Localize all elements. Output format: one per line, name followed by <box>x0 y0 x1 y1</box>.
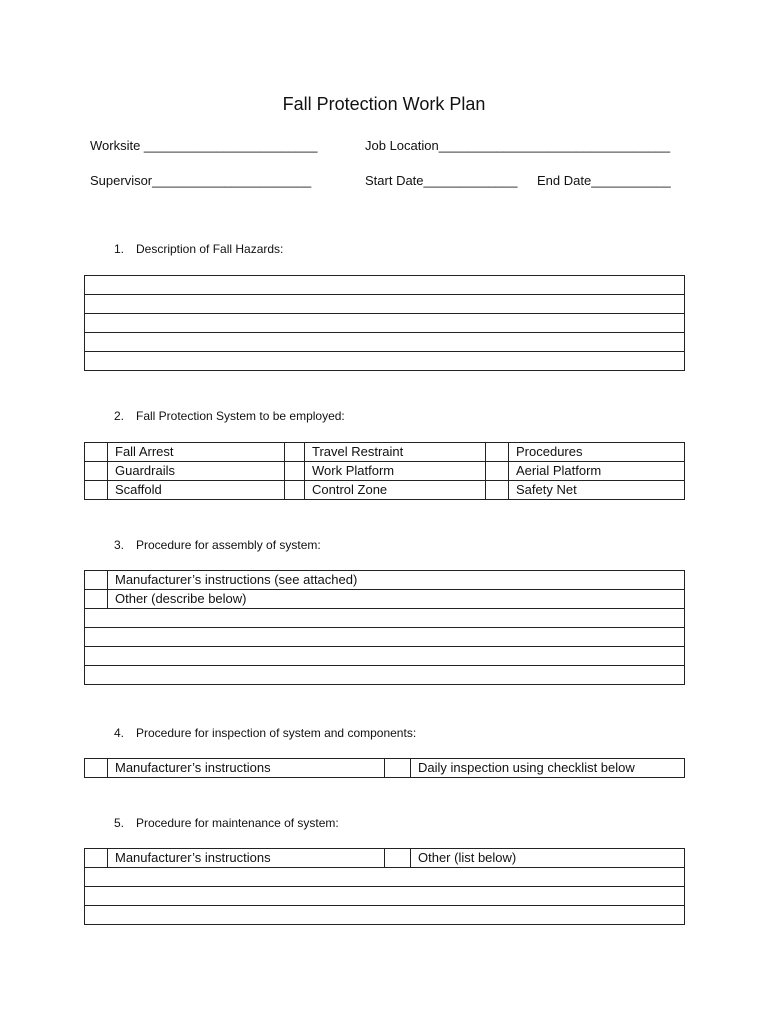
aerial-platform-label: Aerial Platform <box>509 462 685 481</box>
start-date-field[interactable]: Start Date_____________ <box>365 173 518 188</box>
section-label: Procedure for assembly of system: <box>136 538 321 552</box>
scaffold-checkbox[interactable] <box>85 481 108 500</box>
maintenance-line[interactable] <box>85 887 685 906</box>
section-label: Procedure for inspection of system and components: <box>136 726 417 740</box>
end-date-field[interactable]: End Date___________ <box>537 173 671 188</box>
section-label: Description of Fall Hazards: <box>136 242 284 256</box>
protection-system-table <box>84 442 685 500</box>
hazard-line[interactable] <box>85 295 685 314</box>
travel-restraint-checkbox[interactable] <box>285 443 305 462</box>
guardrails-checkbox[interactable] <box>85 462 108 481</box>
inspection-manufacturer-checkbox[interactable] <box>85 759 108 778</box>
assembly-line[interactable] <box>85 628 685 647</box>
procedures-label: Procedures <box>509 443 685 462</box>
control-zone-label: Control Zone <box>305 481 486 500</box>
section-label: Fall Protection System to be employed: <box>136 409 345 423</box>
section-3-heading <box>114 538 321 552</box>
page-title: Fall Protection Work Plan <box>282 94 486 114</box>
work-platform-label: Work Platform <box>305 462 486 481</box>
assembly-other-label: Other (describe below) <box>108 590 685 609</box>
inspection-manufacturer-label: Manufacturer’s instructions <box>108 759 385 778</box>
section-4-heading <box>114 726 416 740</box>
hazard-line[interactable] <box>85 352 685 371</box>
safety-net-label: Safety Net <box>509 481 685 500</box>
assembly-manufacturer-label: Manufacturer’s instructions (see attached) <box>108 571 685 590</box>
section-2-heading <box>114 409 345 423</box>
section-label: Procedure for maintenance of system: <box>136 816 339 830</box>
inspection-table <box>84 758 685 778</box>
maintenance-manufacturer-checkbox[interactable] <box>85 849 108 868</box>
assembly-line[interactable] <box>85 666 685 685</box>
travel-restraint-label: Travel Restraint <box>305 443 486 462</box>
assembly-line[interactable] <box>85 609 685 628</box>
assembly-table <box>84 570 685 685</box>
section-number: 4. <box>114 726 125 740</box>
maintenance-table <box>84 848 685 925</box>
guardrails-label: Guardrails <box>108 462 285 481</box>
section-number: 1. <box>114 242 125 256</box>
section-number: 2. <box>114 409 125 423</box>
maintenance-other-label: Other (list below) <box>411 849 685 868</box>
daily-inspection-checkbox[interactable] <box>385 759 411 778</box>
section-1-heading <box>114 242 283 256</box>
work-platform-checkbox[interactable] <box>285 462 305 481</box>
daily-inspection-label: Daily inspection using checklist below <box>411 759 685 778</box>
procedures-checkbox[interactable] <box>486 443 509 462</box>
hazard-line[interactable] <box>85 276 685 295</box>
supervisor-field[interactable]: Supervisor______________________ <box>90 173 312 188</box>
assembly-manufacturer-checkbox[interactable] <box>85 571 108 590</box>
maintenance-manufacturer-label: Manufacturer’s instructions <box>108 849 385 868</box>
job-location-field[interactable]: Job Location________________________________ <box>365 138 671 153</box>
section-number: 5. <box>114 816 125 830</box>
scaffold-label: Scaffold <box>108 481 285 500</box>
assembly-other-checkbox[interactable] <box>85 590 108 609</box>
fall-arrest-checkbox[interactable] <box>85 443 108 462</box>
assembly-line[interactable] <box>85 647 685 666</box>
fall-arrest-label: Fall Arrest <box>108 443 285 462</box>
fall-hazards-table <box>84 275 685 371</box>
section-number: 3. <box>114 538 125 552</box>
maintenance-other-checkbox[interactable] <box>385 849 411 868</box>
maintenance-line[interactable] <box>85 906 685 925</box>
control-zone-checkbox[interactable] <box>285 481 305 500</box>
worksite-field[interactable]: Worksite ________________________ <box>90 138 318 153</box>
aerial-platform-checkbox[interactable] <box>486 462 509 481</box>
safety-net-checkbox[interactable] <box>486 481 509 500</box>
hazard-line[interactable] <box>85 314 685 333</box>
maintenance-line[interactable] <box>85 868 685 887</box>
section-5-heading <box>114 816 339 830</box>
hazard-line[interactable] <box>85 333 685 352</box>
